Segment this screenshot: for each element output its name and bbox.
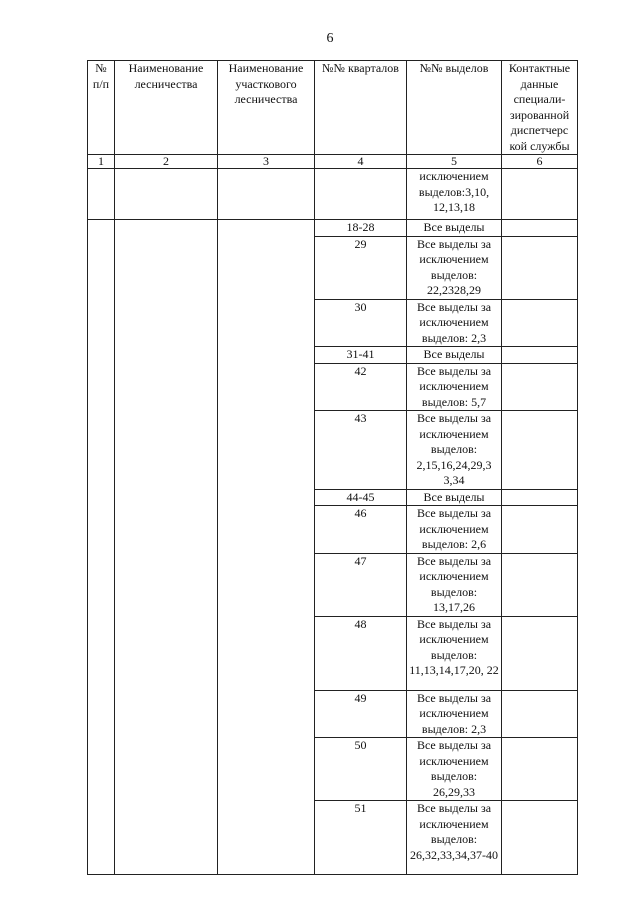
header-cell-sections: №№ выделов [407,61,502,155]
header-cell-contacts: Контактные данные специали-зированной диспетчерс кой службы [502,61,578,155]
quarter-cell: 42 [315,363,407,411]
page-number: 6 [326,31,334,46]
contacts-cell [502,616,578,690]
header-cell-district-forestry: Наименование участкового лесничества [218,61,315,155]
quarter-cell: 30 [315,299,407,347]
quarter-cell: 49 [315,690,407,738]
sections-cell: Все выделы за исключением выделов: 2,3 [407,299,502,347]
quarter-cell: 46 [315,506,407,554]
quarter-cell: 43 [315,411,407,490]
column-number: 2 [115,155,218,169]
sections-cell: Все выделы за исключением выделов: 13,17,26 [407,553,502,616]
cell-district-forestry [218,220,315,875]
quarter-cell: 44-45 [315,489,407,506]
contacts-cell [502,738,578,801]
quarter-cell: 47 [315,553,407,616]
cell-empty [218,169,315,220]
sections-cell: Все выделы за исключением выделов: 26,29,33 [407,738,502,801]
sections-cell: Все выделы за исключением выделов: 11,13,14,17,20, 22 [407,616,502,690]
contacts-cell [502,220,578,237]
sections-cell: исключением выделов:3,10, 12,13,18 [407,169,502,220]
contacts-cell [502,299,578,347]
cell-empty [115,169,218,220]
column-number: 4 [315,155,407,169]
contacts-cell [502,236,578,299]
header-cell-forestry: Наименование лесничества [115,61,218,155]
sections-cell: Все выделы [407,347,502,364]
quarter-cell: 18-28 [315,220,407,237]
cell-number [88,220,115,875]
column-number: 3 [218,155,315,169]
sections-cell: Все выделы за исключением выделов: 26,32,33,34,37-40 [407,801,502,875]
column-number: 6 [502,155,578,169]
column-number-row [88,155,578,169]
table-row [88,220,578,237]
cell-forestry [115,220,218,875]
forestry-table [87,60,578,875]
sections-cell: Все выделы за исключением выделов: 5,7 [407,363,502,411]
sections-cell: Все выделы за исключением выделов: 22,2328,29 [407,236,502,299]
contacts-cell [502,411,578,490]
sections-cell: Все выделы за исключением выделов: 2,6 [407,506,502,554]
contacts-cell [502,363,578,411]
column-number: 1 [88,155,115,169]
sections-cell: Все выделы [407,220,502,237]
cell-empty [502,169,578,220]
quarter-cell: 29 [315,236,407,299]
contacts-cell [502,506,578,554]
contacts-cell [502,690,578,738]
header-cell-number: № п/п [88,61,115,155]
sections-cell: Все выделы за исключением выделов: 2,15,16,24,29,3 3,34 [407,411,502,490]
contacts-cell [502,801,578,875]
continued-row [88,169,578,220]
quarter-cell: 31-41 [315,347,407,364]
cell-empty [88,169,115,220]
column-number: 5 [407,155,502,169]
contacts-cell [502,489,578,506]
quarter-cell: 48 [315,616,407,690]
header-row [88,61,578,155]
quarter-cell: 50 [315,738,407,801]
sections-cell: Все выделы за исключением выделов: 2,3 [407,690,502,738]
header-cell-quarters: №№ кварталов [315,61,407,155]
cell-empty [315,169,407,220]
contacts-cell [502,553,578,616]
quarter-cell: 51 [315,801,407,875]
contacts-cell [502,347,578,364]
sections-cell: Все выделы [407,489,502,506]
